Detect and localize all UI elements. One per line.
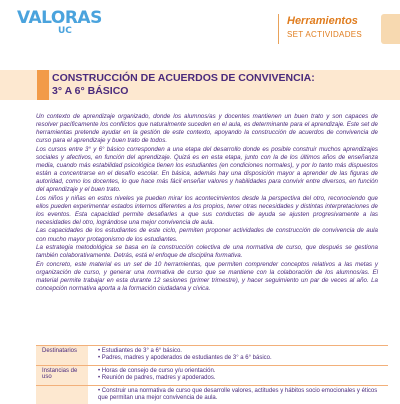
list-item: • Reunión de padres, madres y apoderados. xyxy=(98,375,384,382)
page-header xyxy=(0,0,400,52)
row-label: Instancias de uso xyxy=(36,365,88,385)
table-row xyxy=(36,365,388,385)
paragraph: Un contexto de aprendizaje organizado, donde los alumnos/as y docentes mantienen un buen trato y son capaces de resolver pacíficamente los conflictos que naturalmente suceden en el aula, es determinante para el aprendizaje. Este set de herramientas pretende ayudar en la gestión de este contexto, apoyando la construcción de acuerdos de convivencia de curso para el aprendizaje y buen trato de todos. xyxy=(36,113,378,145)
body-text xyxy=(36,113,378,293)
paragraph: Los niños y niñas en estos niveles ya pueden mirar los acontecimientos desde la perspectiva del otro, reconociendo que ellos pueden experimentar estados internos diferentes a los propios, tener otras necesidades y distintas interpretaciones de los eventos. Esta capacidad permite desafiarles a que sus conductas de ayuda se ajusten progresivamente a las necesidades del otro, lográndose una mejor convivencia de aula. xyxy=(36,194,378,226)
list-item: • Horas de consejo de curso y/u orientación. xyxy=(98,368,384,375)
row-label: Destinatarios xyxy=(36,346,88,366)
row-label xyxy=(36,385,88,404)
paragraph: Las capacidades de los estudiantes de este ciclo, permiten proponer actividades de construcción de convivencia de aula con mucho mayor protagonismo de los estudiantes. xyxy=(36,227,378,243)
title-line-2: 3° A 6° BÁSICO xyxy=(52,84,129,97)
tools-tab-decoration xyxy=(381,14,400,44)
paragraph: En concreto, este material es un set de 10 herramientas, que permiten comprender conceptos relativos a las metas y organización de curso, y generar una normativa de curso que se mantiene con la colaboración de los alumnos/as. El material permite trabajar en esta durante 12 sesiones (primer trimestre), y hacer seguimiento un par de veces al año. La concepción normativa aporta a la formación ciudadana y cívica. xyxy=(36,260,378,292)
table-row xyxy=(36,346,388,366)
list-item: • Estudiantes de 3° a 6° básico. xyxy=(98,348,384,355)
list-item: • Padres, madres y apoderados de estudiantes de 3° a 6° básico. xyxy=(98,355,384,362)
logo-valoras: VALORAS xyxy=(17,8,102,28)
tools-subtitle: SET ACTIVIDADES xyxy=(287,30,363,39)
title-line-1: CONSTRUCCIÓN DE ACUERDOS DE CONVIVENCIA: xyxy=(52,72,315,84)
list-item: • Construir una normativa de curso que desarrolle valores, actitudes y hábitos socio emocionales y éticos que permitan una mejor convivencia de aula. xyxy=(98,388,384,403)
page-title xyxy=(52,72,315,97)
tools-badge xyxy=(278,14,387,44)
info-table xyxy=(36,345,388,404)
paragraph: Los cursos entre 3° y 6° básico corresponden a una etapa del desarrollo donde es posible construir muchos aprendizajes sociales y afectivos, en función del aprendizaje. Quizá es en esta etapa, junto con la de los últimos años de enseñanza media, cuando más estabilidad psicológica tienen los estudiantes (en condiciones normales), y por lo tanto más dispuestos están a concentrarse en el desafío escolar. En básica, además hay una disposición mayor a aprender de las figuras de autoridad, como los docentes, lo que hace más fácil enseñar valores y habilidades para convivir entre diversos, en función del aprendizaje y el buen trato. xyxy=(36,145,378,194)
row-content xyxy=(88,385,388,404)
title-accent-bar xyxy=(37,70,49,100)
row-content xyxy=(88,365,388,385)
row-content xyxy=(88,346,388,366)
paragraph: La estrategia metodológica se basa en la construcción colectiva de una normativa de curso, que después se gestiona también colaborativamente. Detrás, está el enfoque de disciplina formativa. xyxy=(36,244,378,260)
tools-title: Herramientos xyxy=(287,15,358,27)
table-row xyxy=(36,385,388,404)
logo-uc: UC xyxy=(58,26,72,36)
